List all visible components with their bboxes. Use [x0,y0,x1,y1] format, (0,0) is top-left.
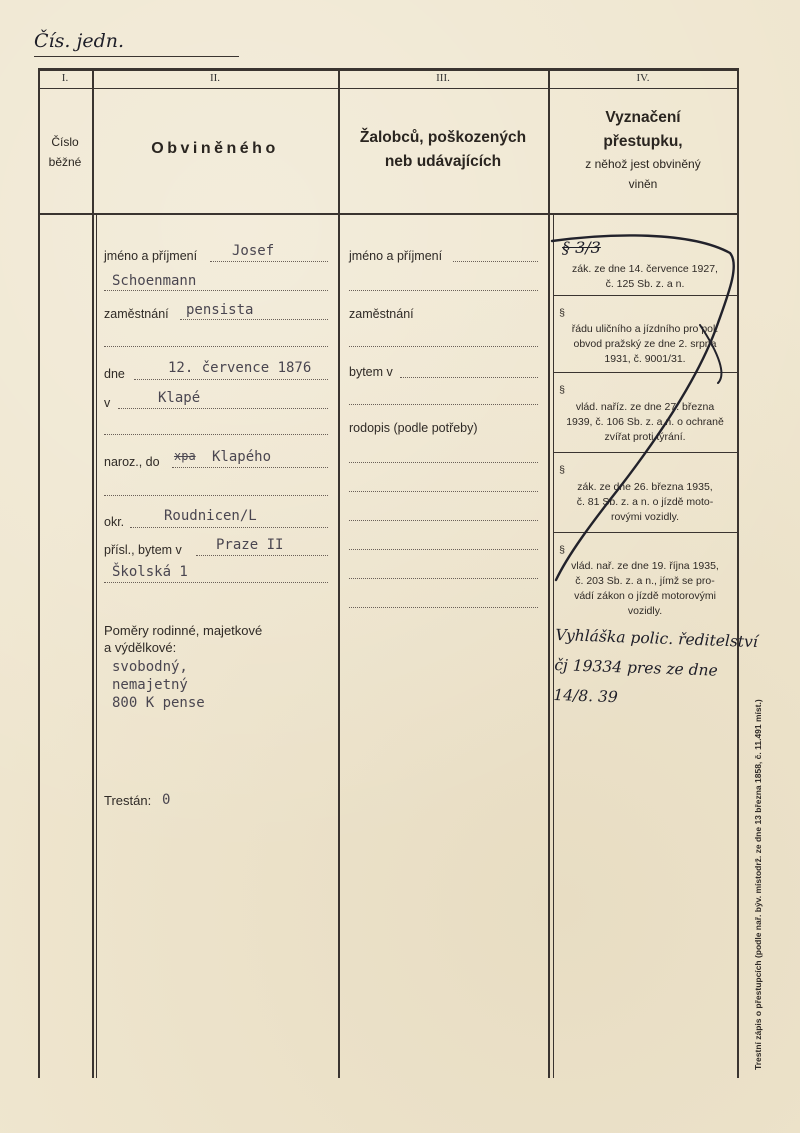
accused-blank-dotline-3 [104,495,328,496]
accused-surname-dotline [104,290,328,291]
accused-family-1: svobodný, [112,659,188,675]
accused-blank-dotline-1 [104,346,328,347]
cis-jedn-underline [34,56,239,57]
col1-header-line1: Číslo [51,135,79,149]
col3-header-line1: Žalobců, poškozených [359,129,527,146]
plaintiff-residence-dotline [400,377,538,378]
accused-surname: Schoenmann [112,273,197,289]
col1-header [38,132,92,172]
accused-okr-value: Roudnicen/L [164,508,257,524]
accused-naroz-label: naroz., do [104,455,160,469]
plaintiff-dotline-4 [349,462,538,463]
note-line2: čj 19334 pres ze dne [554,655,719,680]
law4-mark: § [559,464,565,476]
accused-punished-value: 0 [162,792,171,808]
accused-residence: Praze II [216,537,284,553]
frame-left-border [38,68,40,1078]
col4-header-line2: přestupku, [603,133,683,150]
accused-naroz-struck: xpa [174,449,196,463]
law2-line1: řádu uličního a jízdního pro pol. [571,323,719,335]
accused-job-label: zaměstnání [104,307,169,321]
accused-prisl-label: přísl., bytem v [104,543,182,557]
col4-header [548,106,738,194]
accused-birth-date: 12. července 1876 [168,360,312,376]
col-divider-2 [338,68,340,1078]
law4-line3: rovými vozidly. [610,511,680,523]
accused-naroz-dotline [172,467,328,468]
accused-okr-label: okr. [104,515,125,529]
accused-first-name: Josef [232,243,275,259]
law5-line3: vádí zákon o jízdě motorovými [574,590,716,602]
accused-birthplace-dotline [118,408,328,409]
plaintiff-dotline-9 [349,607,538,608]
header-bottom-border [38,213,738,215]
col-divider-1b [96,213,97,1078]
law1-line2: č. 125 Sb. z. a n. [605,278,685,290]
accused-job-dotline [180,319,328,320]
law5-line1: vlád. nař. ze dne 19. října 1935, [571,560,719,572]
law2-line3: 1931, č. 9001/31. [604,353,686,365]
accused-street: Školská 1 [112,564,188,580]
plaintiff-dotline-6 [349,520,538,521]
accused-name-label: jméno a příjmení [104,249,198,263]
col3-header [338,126,548,174]
col-number-4: IV. [636,72,650,84]
col-number-2: II. [209,72,221,84]
handwritten-seven-mark [550,225,740,595]
plaintiff-blank-dotline-3 [349,404,538,405]
col1-header-line2: běžné [48,155,82,169]
law3-line3: zvířat proti týrání. [604,431,686,443]
col2-header: Obviněného [151,140,279,157]
accused-naroz-value: Klapého [212,449,272,465]
law3-line2: 1939, č. 106 Sb. z. a n. o ochraně [566,416,724,428]
law4-line1: zák. ze dne 26. března 1935, [577,481,713,493]
plaintiff-dotline-7 [349,549,538,550]
plaintiff-rodopis-label: rodopis (podle potřeby) [349,421,478,435]
accused-street-dotline [104,582,328,583]
plaintiff-job-label: zaměstnání [349,307,414,321]
col4-header-sub1: z něhož jest obviněný [585,157,701,171]
col4-header-sub2: viněn [628,177,658,191]
law2-line2: obvod pražský ze dne 2. srpna [573,338,717,350]
law3-mark: § [559,384,565,396]
table-top-border [38,68,738,71]
law1-line1: zák. ze dne 14. července 1927, [572,263,718,275]
accused-punished-label: Trestán: [104,793,152,808]
accused-family-label-2: a výdělkové: [104,640,177,655]
handwritten-note [553,620,758,717]
plaintiff-name-dotline [453,261,538,262]
accused-family-label-1: Poměry rodinné, majetkové [104,623,263,638]
accused-job: pensista [186,302,254,318]
plaintiff-name-label: jméno a příjmení [349,249,443,263]
accused-okr-dotline [130,527,328,528]
col4-header-line1: Vyznačení [605,109,681,126]
accused-date-label: dne [104,367,125,381]
accused-family-2: nemajetný [112,677,188,693]
accused-family-3: 800 K pense [112,695,205,711]
accused-blank-dotline-2 [104,434,328,435]
accused-prisl-dotline [196,555,328,556]
plaintiff-dotline-8 [349,578,538,579]
colnum-row-line [38,88,738,89]
accused-birth-place: Klapé [158,390,201,406]
law2-mark: § [559,307,565,319]
accused-date-dotline [134,379,328,380]
side-footer-note: Trestní zápis o přestupcích (podle nař. býv. místodrž. ze dne 13 března 1858, č. 11.491 míst.) [753,699,763,1070]
plaintiff-dotline-5 [349,491,538,492]
plaintiff-residence-label: bytem v [349,365,393,379]
accused-name-dotline [210,261,328,262]
cis-jedn-label: Čís. jedn. [34,30,125,52]
law5-mark: § [559,544,565,556]
law5-line2: č. 203 Sb. z. a n., jímž se pro- [575,575,715,587]
plaintiff-blank-dotline-2 [349,346,538,347]
law5-line4: vozidly. [627,605,663,617]
law4-line2: č. 81 Sb. z. a n. o jízdě moto- [576,496,714,508]
note-line1: Vyhláška polic. ředitelství [555,625,759,652]
col-divider-1 [92,68,94,1078]
col-number-3: III. [436,72,450,84]
law1-handwritten-section: § 3/3 [562,238,601,257]
note-line3: 14/8. 39 [553,685,619,707]
accused-in-label: v [104,396,111,410]
col3-header-line2: neb udávajících [384,153,502,170]
law3-line1: vlád. naříz. ze dne 27. března [575,401,715,413]
col-number-1: I. [61,72,69,84]
plaintiff-blank-dotline-1 [349,290,538,291]
